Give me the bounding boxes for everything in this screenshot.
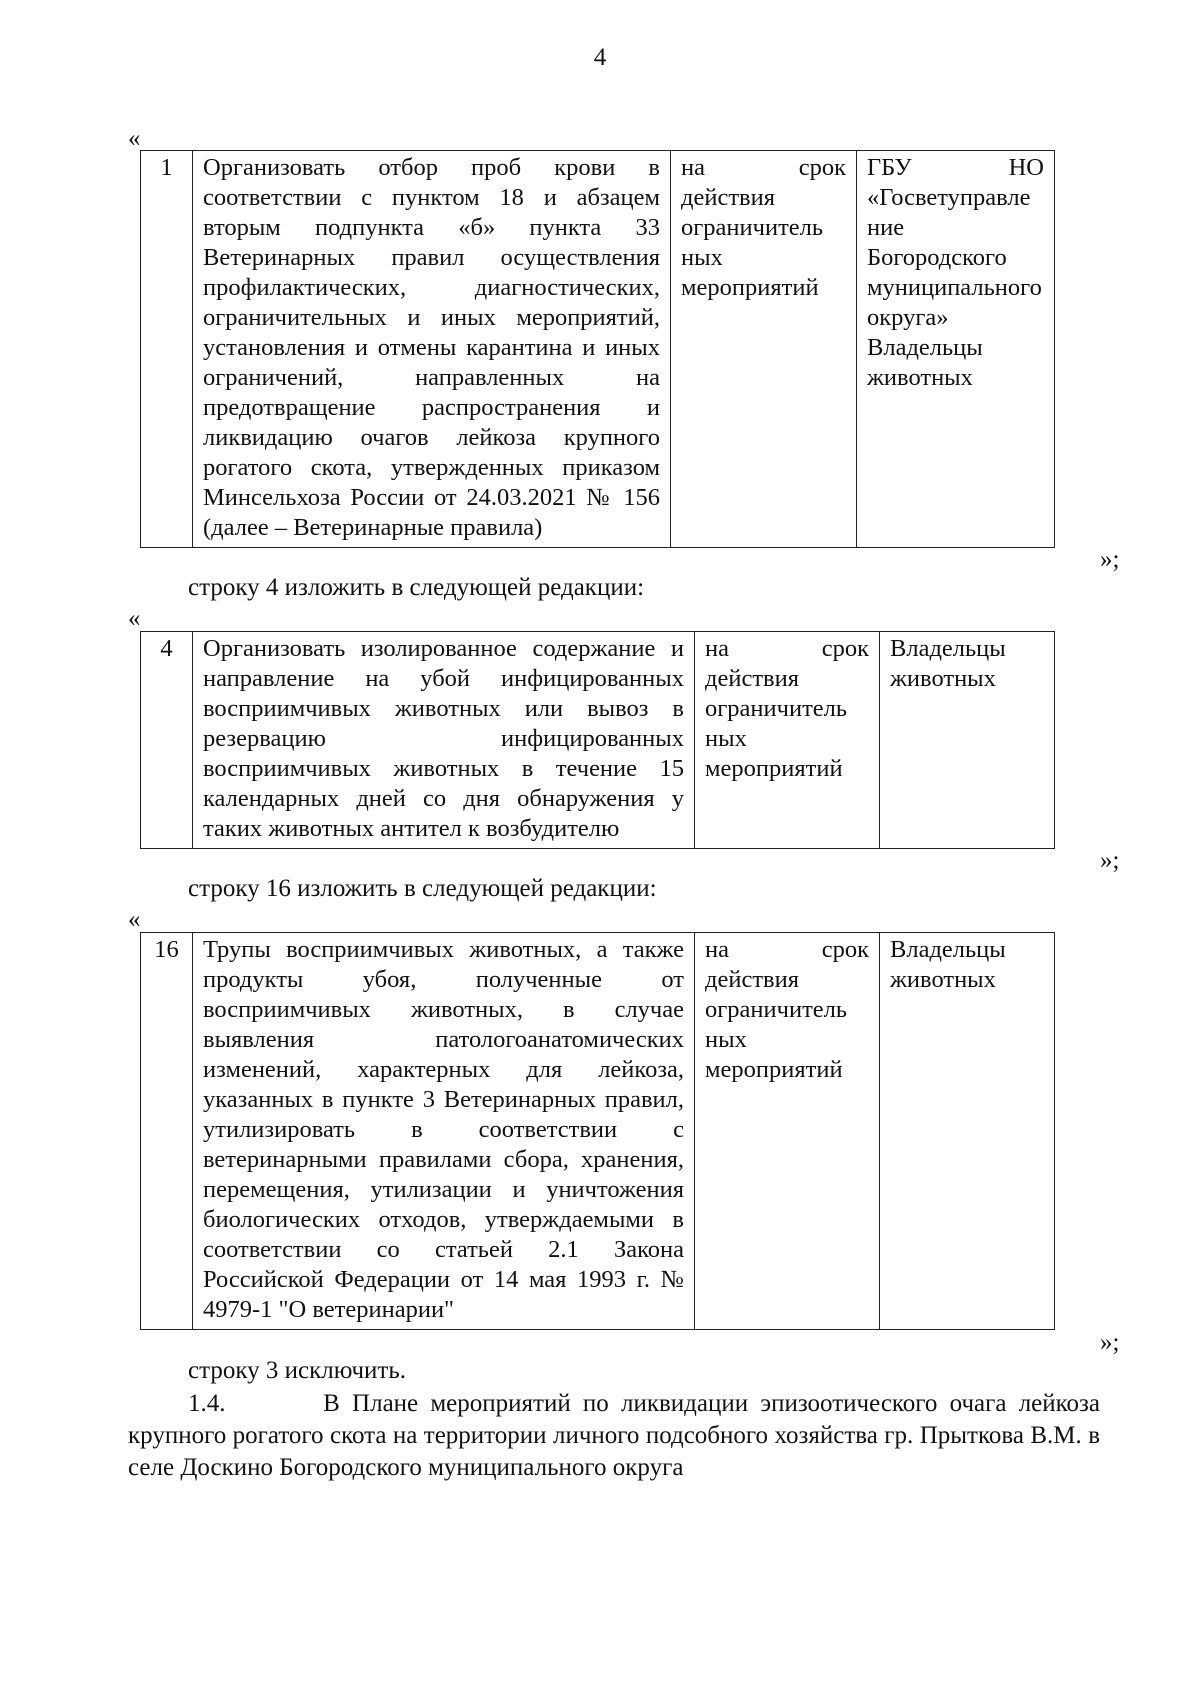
closing-quote: »; [1100,546,1120,573]
opening-quote: « [128,125,141,152]
term-text: на срок действия ограничитель ных мероприятий [671,151,857,548]
closing-quote: »; [1100,847,1120,874]
table-row [141,632,1055,849]
instruction-row-16: строку 16 изложить в следующей редакции: [188,875,657,902]
responsible-text: Владельцы животных [880,632,1055,849]
opening-quote: « [128,605,141,632]
row-number: 16 [141,933,193,1330]
row-number: 4 [141,632,193,849]
term-text: на срок действия ограничитель ных мероприятий [695,632,880,849]
closing-quote: »; [1100,1329,1120,1356]
measure-text: Трупы восприимчивых животных, а также продукты убоя, полученные от восприимчивых животных, в случае выявления патологоанатомических изменений, характерных для лейкоза, указанных в пункте 3 Ветеринарных правил, утилизировать в соответствии с ветеринарными правилами сбора, хранения, перемещения, утилизации и уничтожения биологических отходов, утверждаемыми в соответствии со статьей 2.1 Закона Российской Федерации от 14 мая 1993 г. № 4979-1 "О ветеринарии" [193,933,695,1330]
opening-quote: « [128,906,141,933]
item-text: В Плане мероприятий по ликвидации эпизоотического очага лейкоза крупного рогатого скота на территории личного подсобного хозяйства гр. Прыткова В.М. в селе Доскино Богородского муниципального округа [128,1390,1101,1481]
amendment-table-row-16 [140,932,1055,1330]
responsible-text: ГБУ НО «Госветуправле ние Богородского муниципального округа» Владельцы животных [857,151,1055,548]
measure-text: Организовать отбор проб крови в соответствии с пунктом 18 и абзацем вторым подпункта «б» пункта 33 Ветеринарных правил осуществления профилактических, диагностических, ограничительных и иных мероприятий, установления и отмены карантина и иных ограничений, направленных на предотвращение распространения и ликвидацию очагов лейкоза крупного рогатого скота, утвержденных приказом Минсельхоза России от 24.03.2021 № 156 (далее – Ветеринарные правила) [193,151,671,548]
table-row [141,933,1055,1330]
page-number: 4 [593,44,607,71]
item-1-4-paragraph [128,1388,1100,1484]
measure-text: Организовать изолированное содержание и направление на убой инфицированных восприимчивых животных или вывоз в резервацию инфицированных восприимчивых животных в течение 15 календарных дней со дня обнаружения у таких животных антител к возбудителю [193,632,695,849]
term-text: на срок действия ограничитель ных мероприятий [695,933,880,1330]
item-number: 1.4. [188,1390,226,1417]
table-row [141,151,1055,548]
amendment-table-row-4 [140,631,1055,849]
instruction-row-4: строку 4 изложить в следующей редакции: [188,574,645,601]
row-number: 1 [141,151,193,548]
amendment-table-row-1 [140,150,1055,548]
instruction-row-3: строку 3 исключить. [188,1357,406,1384]
responsible-text: Владельцы животных [880,933,1055,1330]
